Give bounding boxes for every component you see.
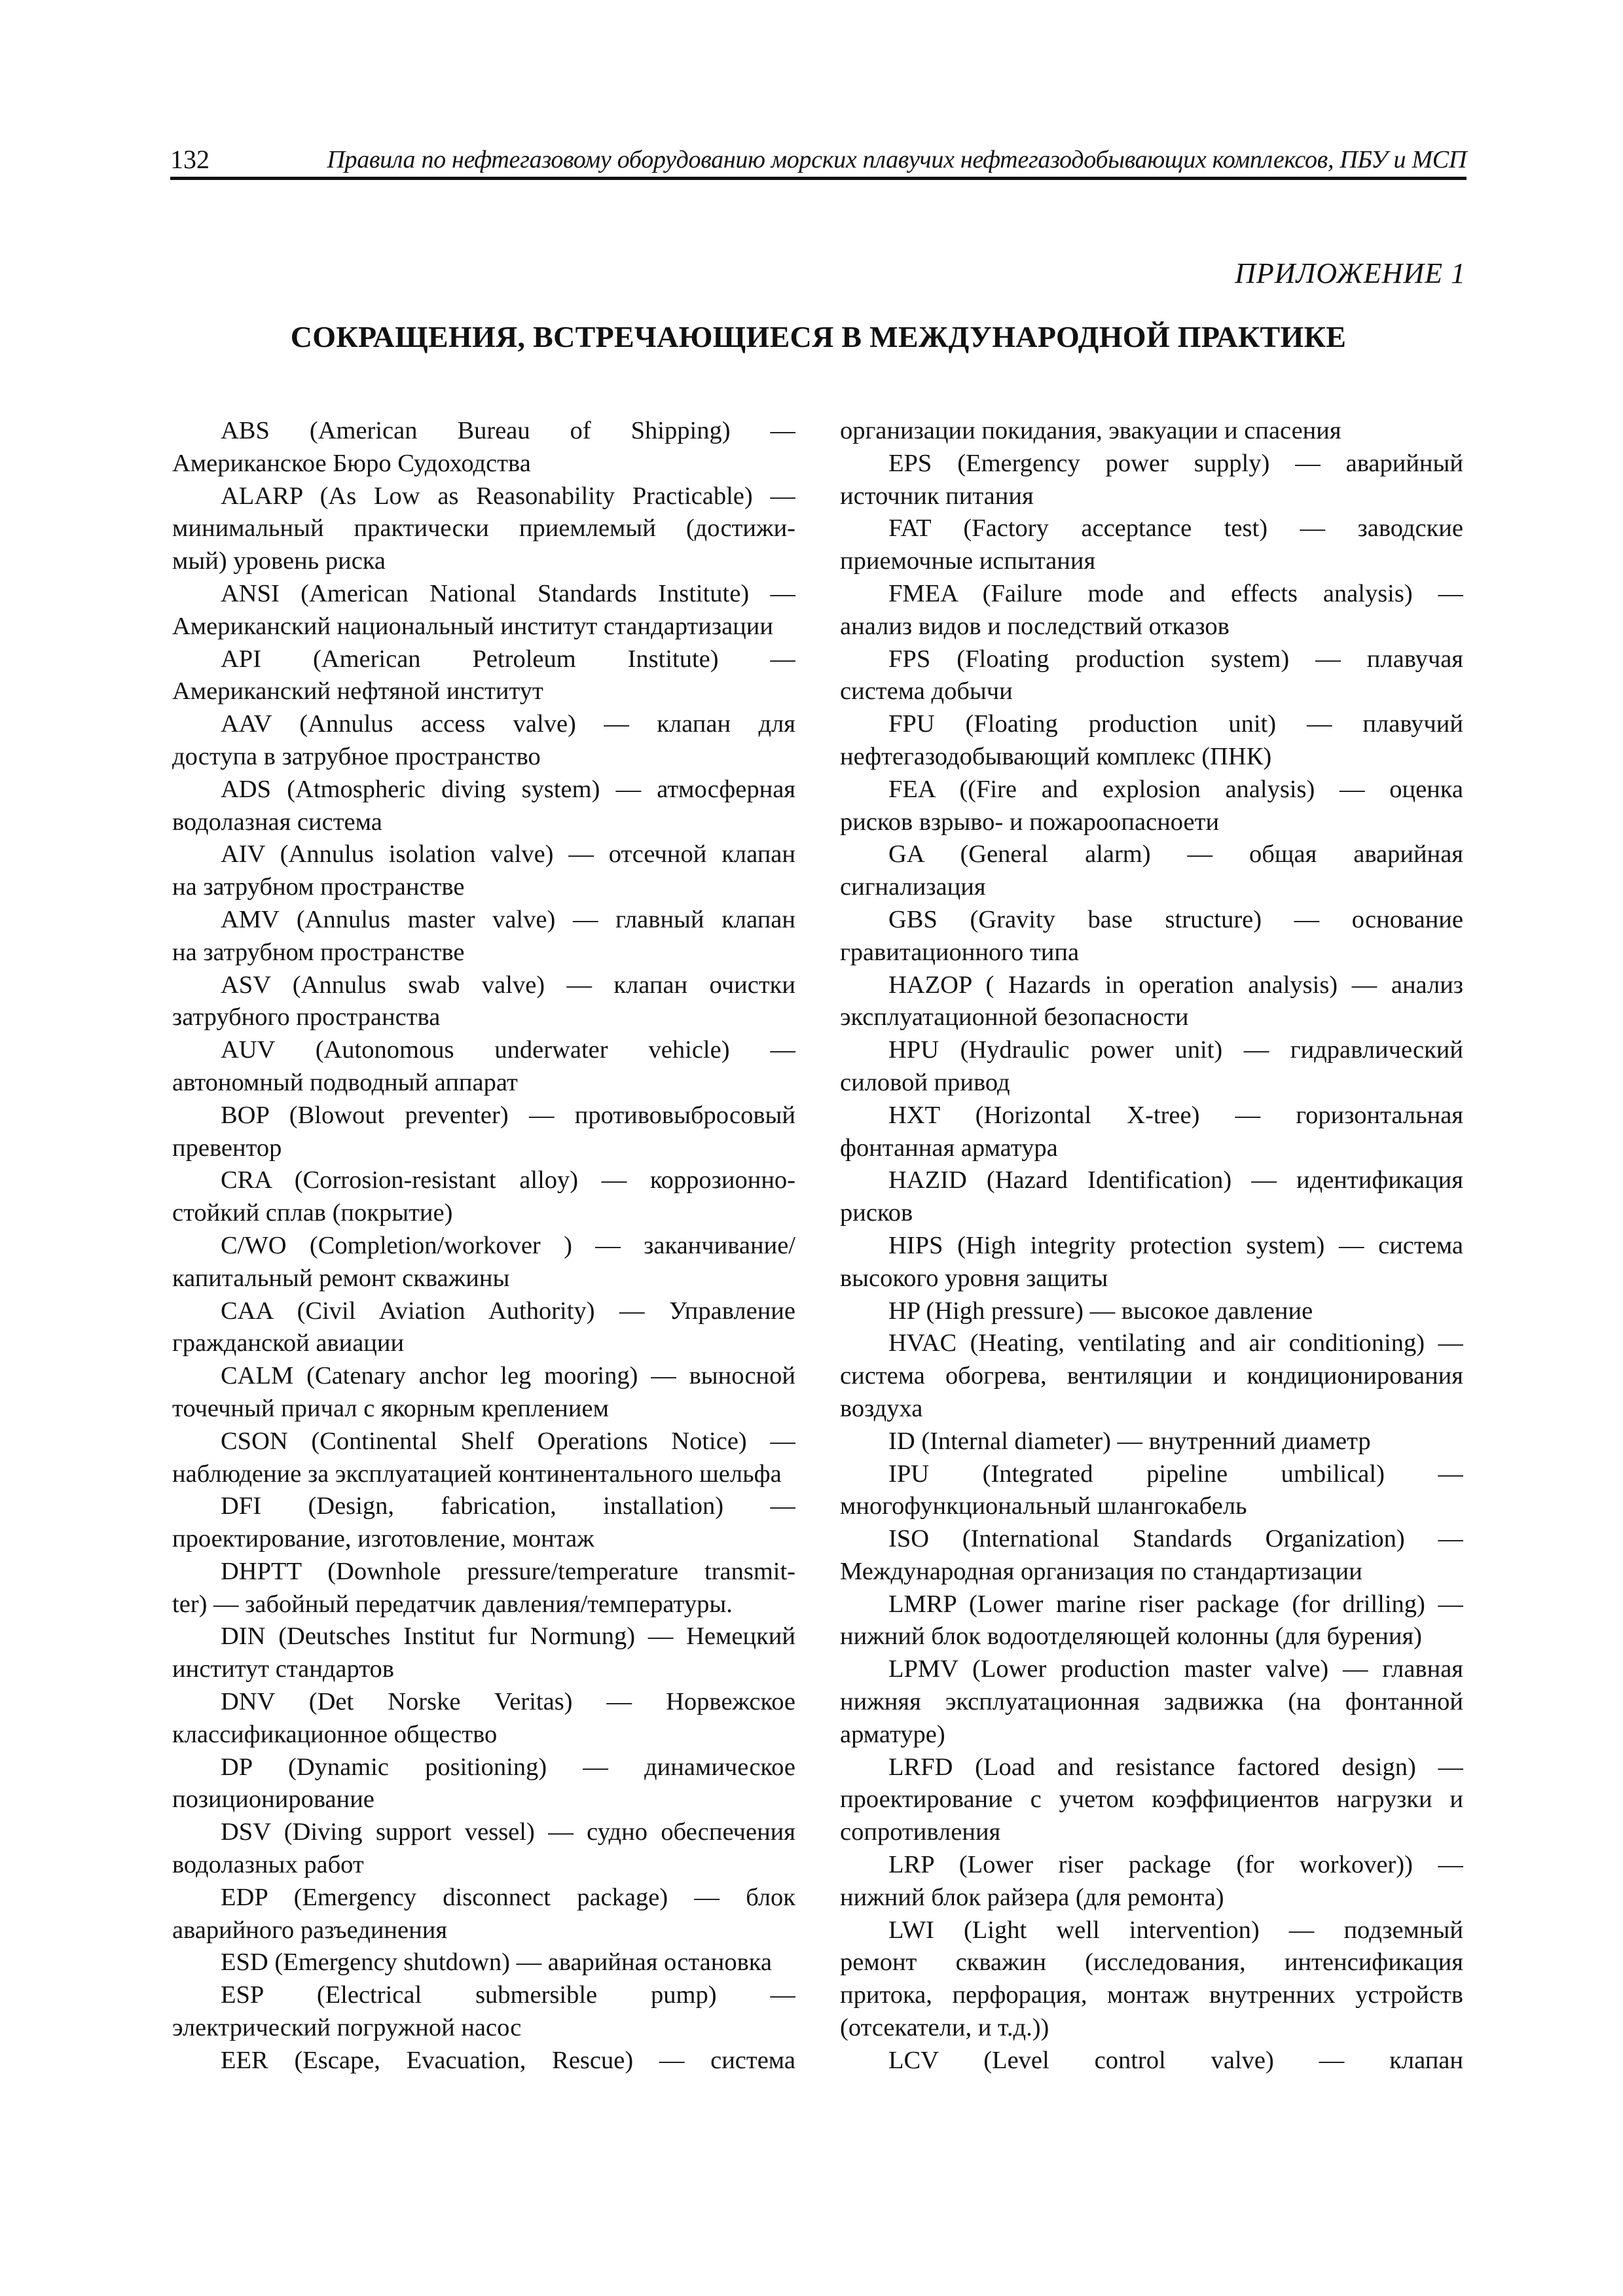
entry-line: фонтанная арматура — [840, 1134, 1058, 1162]
entry-line: HVAC (Heating, ventilating and air conditioning) — — [888, 1329, 1463, 1357]
entry-line: LPMV (Lower production master valve) — главная — [888, 1655, 1463, 1683]
glossary-entry — [840, 838, 1463, 904]
right-column — [840, 415, 1463, 2077]
glossary-entry — [172, 1360, 795, 1426]
glossary-entry — [840, 643, 1463, 709]
entry-line: DP (Dynamic positioning) — динамическое — [221, 1753, 795, 1781]
entry-line: на затрубном пространстве — [172, 938, 465, 966]
entry-line: Американское Бюро Судоходства — [172, 449, 531, 477]
glossary-entry — [840, 1230, 1463, 1295]
entry-line: DSV (Diving support vessel) — судно обеспечения — [221, 1818, 795, 1846]
glossary-entry — [172, 1946, 795, 1979]
entry-line: ADS (Atmospheric diving system) — атмосферная — [221, 775, 795, 803]
glossary-entry — [172, 480, 795, 578]
glossary-entry — [840, 774, 1463, 839]
entry-line: HIPS (High integrity protection system) — система — [888, 1231, 1463, 1259]
entry-line: позиционирование — [172, 1785, 374, 1814]
entry-line: мый) уровень риска — [172, 547, 386, 575]
entry-line: FAT (Factory acceptance test) — заводские — [888, 514, 1463, 543]
entry-line: водолазная система — [172, 808, 382, 836]
entry-line: ISO (International Standards Organization) — — [888, 1525, 1463, 1553]
glossary-entry — [172, 1426, 795, 1491]
entry-line: нижняя эксплуатационная задвижка (на фонтанной — [840, 1688, 1463, 1716]
entry-line: Американский национальный институт стандартизации — [172, 612, 773, 640]
glossary-entry — [840, 415, 1463, 448]
entry-line: LCV (Level control valve) — клапан — [888, 2046, 1463, 2074]
entry-line: высокого уровня защиты — [840, 1264, 1108, 1292]
glossary-entry — [172, 1816, 795, 1882]
entry-line: LRP (Lower riser package (for workover)) — — [888, 1851, 1463, 1879]
glossary-entry — [172, 2045, 795, 2077]
glossary-entry — [172, 1164, 795, 1230]
entry-line: ANSI (American National Standards Institute) — — [221, 579, 795, 607]
entry-line: нефтегазодобывающий комплекс (ПНК) — [840, 742, 1272, 770]
glossary-entry — [840, 578, 1463, 643]
entry-line: GA (General alarm) — общая аварийная — [888, 840, 1463, 869]
glossary-entry — [840, 1914, 1463, 2045]
glossary-entry — [172, 1556, 795, 1621]
entry-line: FMEA (Failure mode and effects analysis) — — [888, 579, 1463, 607]
entry-line: AMV (Annulus master valve) — главный клапан — [221, 905, 795, 933]
entry-line: HPU (Hydraulic power unit) — гидравлический — [888, 1036, 1463, 1064]
entry-line: FPS (Floating production system) — плавучая — [888, 645, 1463, 673]
entry-line: EDP (Emergency disconnect package) — блок — [221, 1883, 795, 1911]
entry-line: нижний блок водоотделяющей колонны (для бурения) — [840, 1623, 1422, 1651]
glossary-entry — [172, 1100, 795, 1165]
entry-line: ID (Internal diameter) — внутренний диаметр — [888, 1427, 1371, 1455]
entry-line: FPU (Floating production unit) — плавучий — [888, 710, 1463, 738]
entry-line: DFI (Design, fabrication, installation) — — [221, 1492, 795, 1520]
entry-line: на затрубном пространстве — [172, 873, 465, 901]
glossary-entry — [840, 1100, 1463, 1165]
entry-line: ремонт скважин (исследования, интенсификация — [840, 1948, 1463, 1977]
entry-line: DIN (Deutsches Institut fur Normung) — Немецкий — [221, 1623, 795, 1651]
glossary-entry — [172, 969, 795, 1035]
entry-line: GBS (Gravity base structure) — основание — [888, 905, 1463, 933]
page-number: 132 — [170, 145, 210, 174]
entry-line: система добычи — [840, 677, 1013, 706]
glossary-entry — [172, 1295, 795, 1361]
entry-line: CALM (Catenary anchor leg mooring) — выносной — [221, 1362, 795, 1390]
entry-line: рисков взрыво- и пожароопасноети — [840, 808, 1220, 836]
entry-line: CSON (Continental Shelf Operations Notice) — — [221, 1427, 795, 1455]
entry-line: доступа в затрубное пространство — [172, 742, 541, 770]
entry-line: затрубного пространства — [172, 1003, 441, 1031]
entry-line: AAV (Annulus access valve) — клапан для — [221, 710, 795, 738]
glossary-entry — [840, 969, 1463, 1035]
glossary-entry — [172, 838, 795, 904]
glossary-entry — [172, 1882, 795, 1947]
entry-line: DHPTT (Downhole pressure/temperature transmit- — [221, 1557, 795, 1585]
entry-line: система обогрева, вентиляции и кондиционирования — [840, 1362, 1463, 1390]
entry-line: ESP (Electrical submersible pump) — — [221, 1981, 795, 2009]
entry-line: гражданской авиации — [172, 1329, 405, 1357]
entry-line: сопротивления — [840, 1818, 1001, 1846]
entry-line: сигнализация — [840, 873, 986, 901]
glossary-entry — [172, 774, 795, 839]
entry-line: электрический погружной насос — [172, 2014, 522, 2042]
glossary-entry — [172, 1034, 795, 1100]
glossary-entry — [172, 1621, 795, 1686]
glossary-entry — [172, 1686, 795, 1751]
entry-line: капитальный ремонт скважины — [172, 1264, 510, 1292]
entry-line: DNV (Det Norske Veritas) — Норвежское — [221, 1688, 795, 1716]
glossary-entry — [172, 1751, 795, 1817]
entry-line: точечный причал с якорным креплением — [172, 1394, 609, 1422]
glossary-entry — [840, 1849, 1463, 1914]
entry-line: HAZID (Hazard Identification) — идентификация — [888, 1166, 1463, 1194]
glossary-entry — [840, 1426, 1463, 1458]
entry-line: нижний блок райзера (для ремонта) — [840, 1883, 1224, 1911]
glossary-entry — [172, 904, 795, 969]
left-column — [172, 415, 795, 2077]
entry-line: эксплуатационной безопасности — [840, 1003, 1189, 1031]
entry-line: LMRP (Lower marine riser package (for drilling) — — [888, 1590, 1463, 1618]
entry-line: LWI (Light well intervention) — подземный — [888, 1916, 1463, 1944]
entry-line: наблюдение за эксплуатацией континентального шельфа — [172, 1460, 782, 1488]
entry-line: анализ видов и последствий отказов — [840, 612, 1230, 640]
entry-line: EPS (Emergency power supply) — аварийный — [888, 449, 1463, 477]
glossary-entry — [840, 904, 1463, 969]
glossary-entry — [840, 512, 1463, 578]
entry-line: организации покидания, эвакуации и спасения — [840, 417, 1341, 444]
glossary-entry — [840, 1034, 1463, 1100]
entry-line: превентор — [172, 1134, 282, 1162]
entry-line: Американский нефтяной институт — [172, 677, 543, 706]
entry-line: API (American Petroleum Institute) — — [221, 645, 795, 673]
entry-line: классификационное общество — [172, 1720, 498, 1748]
entry-line: ESD (Emergency shutdown) — аварийная остановка — [221, 1948, 772, 1977]
entry-line: арматуре) — [840, 1720, 945, 1748]
entry-line: CAA (Civil Aviation Authority) — Управление — [221, 1297, 795, 1325]
entry-line: институт стандартов — [172, 1655, 394, 1683]
glossary-entry — [840, 1327, 1463, 1425]
running-title: Правила по нефтегазовому оборудованию морских плавучих нефтегазодобывающих комплексов, ПБУ и МСП — [327, 146, 1467, 173]
entry-line: силовой привод — [840, 1068, 1010, 1096]
entry-line: гравитационного типа — [840, 938, 1080, 966]
entry-line: HP (High pressure) — высокое давление — [888, 1297, 1313, 1325]
glossary-entry — [840, 708, 1463, 774]
entry-line: аварийного разъединения — [172, 1916, 448, 1944]
entry-line: ALARP (As Low as Reasonability Practicable) — — [221, 482, 795, 510]
glossary-entry — [840, 1295, 1463, 1328]
entry-line: ABS (American Bureau of Shipping) — — [221, 417, 795, 444]
entry-line: Международная организация по стандартизации — [840, 1557, 1362, 1585]
glossary-entry — [172, 1230, 795, 1295]
entry-line: источник питания — [840, 482, 1034, 510]
entry-line: воздуха — [840, 1394, 923, 1422]
glossary-entry — [172, 578, 795, 643]
entry-line: HXT (Horizontal X-tree) — горизонтальная — [888, 1101, 1463, 1129]
entry-line: ASV (Annulus swab valve) — клапан очистки — [221, 971, 795, 999]
entry-line: приемочные испытания — [840, 547, 1096, 575]
glossary-entry — [172, 1490, 795, 1556]
glossary-entry — [840, 1458, 1463, 1524]
entry-line: автономный подводный аппарат — [172, 1068, 518, 1096]
entry-line: (отсекатели, и т.д.)) — [840, 2014, 1049, 2042]
glossary-entry — [840, 2045, 1463, 2077]
entry-line: минимальный практически приемлемый (достижи- — [172, 514, 795, 543]
entry-line: AUV (Autonomous underwater vehicle) — — [221, 1036, 795, 1064]
entry-line: FEA ((Fire and explosion analysis) — оценка — [888, 775, 1463, 803]
entry-line: рисков — [840, 1199, 913, 1227]
glossary-entry — [172, 415, 795, 480]
page-title: СОКРАЩЕНИЯ, ВСТРЕЧАЮЩИЕСЯ В МЕЖДУНАРОДНОЙ ПРАКТИКЕ — [290, 320, 1347, 353]
glossary-entry — [840, 1523, 1463, 1588]
entry-line: стойкий сплав (покрытие) — [172, 1199, 453, 1227]
page-header — [170, 143, 1467, 180]
glossary-entry — [840, 1164, 1463, 1230]
entry-line: водолазных работ — [172, 1851, 364, 1879]
entry-line: проектирование с учетом коэффициентов нагрузки и — [840, 1785, 1463, 1814]
entry-line: EER (Escape, Evacuation, Rescue) — система — [221, 2046, 795, 2074]
entry-line: ter) — забойный передатчик давления/температуры. — [172, 1590, 733, 1618]
entry-line: LRFD (Load and resistance factored design) — — [888, 1753, 1463, 1781]
entry-line: HAZOP ( Hazards in operation analysis) — анализ — [888, 971, 1463, 999]
glossary-entry — [840, 1653, 1463, 1751]
glossary-entry — [172, 1979, 795, 2045]
glossary-entry — [172, 708, 795, 774]
entry-line: C/WO (Completion/workover ) — заканчивание/ — [221, 1231, 795, 1259]
entry-line: проектирование, изготовление, монтаж — [172, 1525, 594, 1553]
glossary-entry — [840, 1751, 1463, 1849]
entry-line: притока, перфорация, монтаж внутренних устройств — [840, 1981, 1463, 2009]
entry-line: AIV (Annulus isolation valve) — отсечной клапан — [221, 840, 795, 869]
entry-line: CRA (Corrosion-resistant alloy) — коррозионно- — [221, 1166, 795, 1194]
glossary-entry — [840, 1588, 1463, 1654]
entry-line: IPU (Integrated pipeline umbilical) — — [888, 1460, 1463, 1488]
entry-line: BOP (Blowout preventer) — противовыбросовый — [221, 1101, 795, 1129]
glossary-entry — [840, 448, 1463, 513]
entry-line: многофункциональный шлангокабель — [840, 1492, 1247, 1520]
appendix-label: ПРИЛОЖЕНИЕ 1 — [1235, 257, 1466, 289]
glossary-entry — [172, 643, 795, 709]
